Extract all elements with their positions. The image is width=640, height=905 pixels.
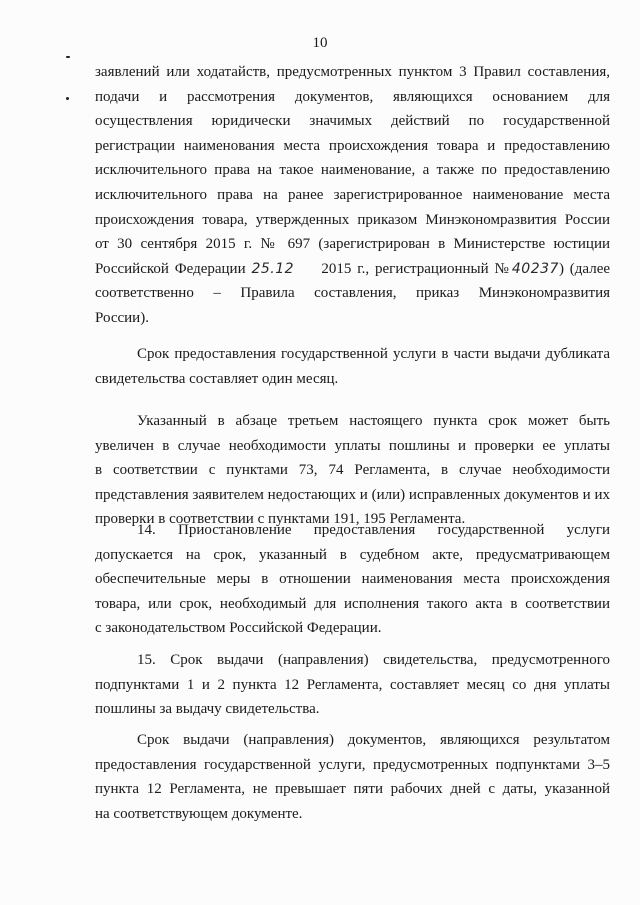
text-line: от 30 сентября 2015 г. № 697 (зарегистрирован в Министерстве юстиции [95,236,610,253]
text-line: соответственно – Правила составления, приказ Минэкономразвития [95,285,610,302]
text-line: представления заявителем недостающих и (или) исправленных документов и их [95,486,610,503]
text-line: 15. Срок выдачи (направления) свидетельства, предусмотренного [137,652,610,668]
registration-text-middle: 2015 г., регистрационный № [321,260,511,277]
text-line: проверки в соответствии с пунктами 191, 195 Регламента. [95,511,466,528]
text-line: на соответствующем документе. [95,805,303,822]
text-line: исключительного права на такое наименование, а также по предоставлению [95,162,610,179]
text-line: Указанный в абзаце третьем настоящего пункта срок может быть [137,413,610,429]
registration-text-before: Российской Федерации [95,260,246,277]
text-line: 14. Приостановление предоставления государственной услуги [137,522,610,538]
text-line: допускается на срок, указанный в судебном акте, предусматривающем [95,546,610,563]
text-line: в соответствии с пунктами 73, 74 Регламента, в случае необходимости [95,462,610,479]
text-line: России). [95,309,149,326]
paragraph-rules-reference [95,60,610,331]
margin-mark [66,97,69,100]
handwritten-registration-number: 40237 [511,260,559,277]
text-line: регистрации наименования места происхождения товара и предоставлению [95,137,610,154]
handwritten-registration-date: 25.12 [251,260,295,277]
text-line: происхождения товара, утвержденных приказом Минэкономразвития России [95,211,610,228]
margin-mark [66,56,70,58]
text-line: заявлений или ходатайств, предусмотренных пунктом 3 Правил составления, [95,64,610,80]
registration-line [95,257,610,282]
paragraph-duplicate-term [95,342,610,391]
text-line: предоставления государственной услуги, предусмотренных подпунктами 3–5 [95,756,610,773]
paragraph-item-15 [95,648,610,722]
text-line: товара, или срок, необходимый для исполнения такого акта в соответствии [95,595,610,612]
text-line: Срок выдачи (направления) документов, являющихся результатом [137,732,610,748]
text-line: подпунктами 1 и 2 пункта 12 Регламента, составляет месяц со дня уплаты [95,676,610,693]
registration-text-after: ) (далее [558,260,610,277]
text-line: свидетельства составляет один месяц. [95,370,339,387]
text-line: пункта 12 Регламента, не превышает пяти рабочих дней с даты, указанной [95,781,610,798]
text-line: увеличен в случае необходимости уплаты пошлины и проверки ее уплаты [95,437,610,454]
text-line: исключительного права на ранее зарегистрированное наименование места [95,186,610,203]
page-number: 10 [312,35,328,51]
text-line: обеспечительные меры в отношении наименования места происхождения [95,571,610,588]
text-line: подачи и рассмотрения документов, являющихся основанием для [95,88,610,105]
text-line: осуществления юридически значимых действий по государственной [95,113,610,130]
text-line: Срок предоставления государственной услуги в части выдачи дубликата [137,346,610,362]
text-line: пошлины за выдачу свидетельства. [95,701,320,718]
paragraph-term-extension [95,409,610,532]
paragraph-documents-term [95,728,610,826]
paragraph-item-14 [95,518,610,641]
text-line: с законодательством Российской Федерации. [95,620,382,637]
